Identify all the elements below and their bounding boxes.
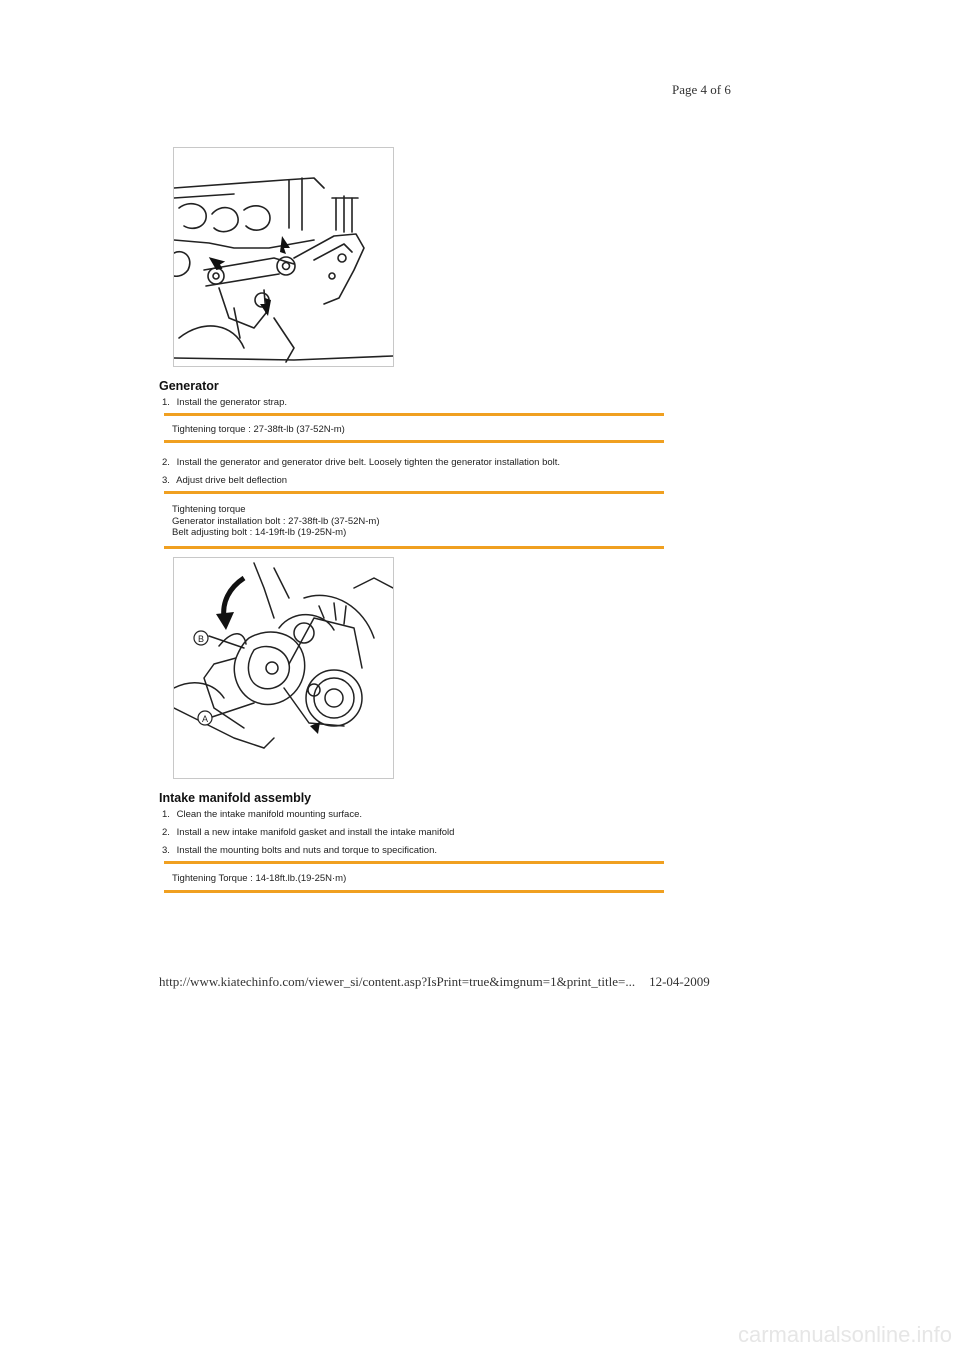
spec-line: Tightening torque : 27-38ft-lb (37-52N-m) — [172, 424, 345, 435]
generator-belt-drawing — [174, 558, 393, 778]
step-text: Adjust drive belt deflection — [176, 475, 288, 486]
generator-strap-torque-spec — [164, 413, 664, 443]
generator-bolt-torque-spec — [164, 491, 664, 549]
step-text: Install the mounting bolts and nuts and torque to specification. — [176, 845, 437, 856]
page-number: Page 4 of 6 — [672, 82, 731, 97]
generator-strap-figure — [173, 147, 394, 367]
intake-step-2 — [162, 827, 454, 838]
step-text: Install the generator and generator drive belt. Loosely tighten the generator installation bolt. — [176, 457, 561, 468]
step-number: 3. — [162, 475, 170, 486]
step-number: 2. — [162, 457, 170, 468]
step-number: 1. — [162, 397, 170, 408]
generator-strap-drawing — [174, 148, 393, 366]
site-watermark: carmanualsonline.info — [737, 1322, 952, 1347]
footer-date: 12-04-2009 — [649, 974, 710, 989]
step-text: Clean the intake manifold mounting surface. — [176, 809, 362, 820]
callout-a-label: A — [201, 714, 209, 724]
generator-step-1 — [162, 397, 287, 408]
generator-section-title: Generator — [159, 379, 219, 393]
step-text: Install a new intake manifold gasket and install the intake manifold — [176, 827, 455, 838]
step-number: 1. — [162, 809, 170, 820]
print-footer — [159, 974, 710, 990]
spec-line: Belt adjusting bolt : 14-19ft-lb (19-25N-m) — [172, 527, 347, 538]
spec-line: Generator installation bolt : 27-38ft-lb (37-52N-m) — [172, 515, 380, 527]
spec-line: Tightening torque — [172, 504, 246, 515]
intake-section-title: Intake manifold assembly — [159, 791, 312, 805]
callout-b-label: B — [197, 634, 205, 644]
intake-torque-spec — [164, 861, 664, 893]
intake-step-1 — [162, 809, 362, 820]
step-text: Install the generator strap. — [176, 397, 288, 408]
generator-step-2 — [162, 457, 560, 468]
generator-belt-figure — [173, 557, 394, 779]
intake-step-3 — [162, 845, 437, 856]
step-number: 3. — [162, 845, 170, 856]
footer-url: http://www.kiatechinfo.com/viewer_si/content.asp?IsPrint=true&imgnum=1&print_title=... — [159, 974, 636, 989]
spec-line: Tightening Torque : 14-18ft.lb.(19-25N·m) — [172, 873, 347, 884]
generator-step-3 — [162, 475, 287, 486]
step-number: 2. — [162, 827, 170, 838]
